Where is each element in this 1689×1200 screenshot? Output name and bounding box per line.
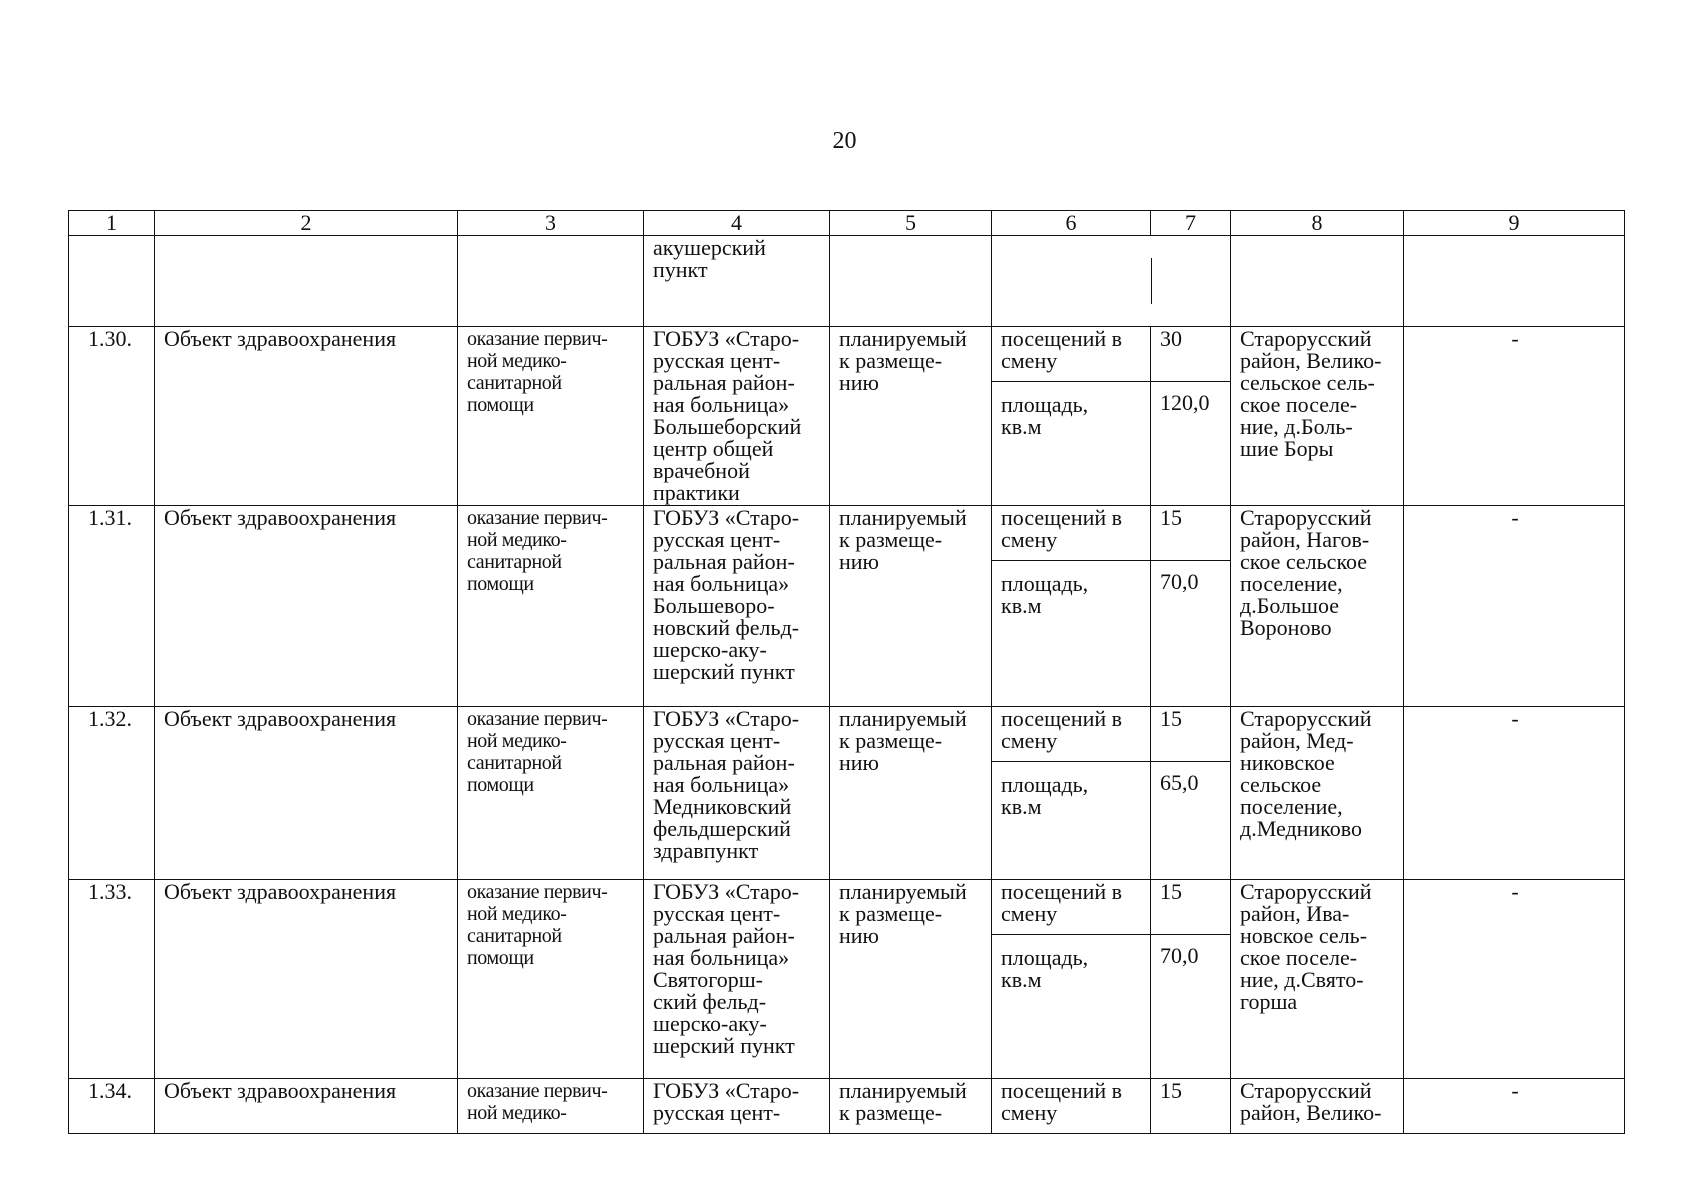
location-cell: Старорусский район, Велико- [1231,1079,1404,1134]
empty-cell [155,236,458,327]
purpose-cell: оказание первич- ной медико- санитарной помощи [458,707,644,880]
continuation-row [69,236,1625,327]
location-cell: Старорусский район, Нагов- ское сельское поселение, д.Большое Вороново [1231,506,1404,707]
parameter-value-cell: 70,0 [1151,561,1231,707]
purpose-cell: оказание первич- ной медико- санитарной помощи [458,506,644,707]
status-cell: планируемый к размеще- нию [830,880,992,1079]
status-cell: планируемый к размеще- [830,1079,992,1134]
location-cell: Старорусский район, Ива- новское сель- ское поселе- ние, д.Свято- горша [1231,880,1404,1079]
parameter-label-cell: посещений в смену [992,707,1151,762]
empty-cell [69,236,155,327]
status-cell: планируемый к размеще- нию [830,327,992,506]
parameter-label-cell: площадь, кв.м [992,561,1151,707]
table-row [69,327,1625,382]
facility-name-cell: ГОБУЗ «Старо- русская цент- ральная район- ная больница» Большеворо- новский фельд- шерско-аку- шерский пункт [644,506,830,707]
parameter-label-cell: посещений в смену [992,506,1151,561]
column-header: 2 [155,211,458,236]
column-number-header-row [69,211,1625,236]
facility-name-cell: ГОБУЗ «Старо- русская цент- ральная район- ная больница» Святогорш- ский фельд- шерско-аку- шерский пункт [644,880,830,1079]
column-header: 1 [69,211,155,236]
column-header: 6 [992,211,1151,236]
parameter-value-cell: 120,0 [1151,382,1231,506]
object-type-cell: Объект здравоохранения [155,707,458,880]
empty-cell [830,236,992,327]
column-header: 7 [1151,211,1231,236]
row-number: 1.33. [69,880,155,1079]
parameter-value-cell: 70,0 [1151,935,1231,1079]
row-number: 1.32. [69,707,155,880]
table-row [69,880,1625,935]
object-type-cell: Объект здравоохранения [155,880,458,1079]
table-row [69,506,1625,561]
table-row [69,707,1625,762]
status-cell: планируемый к размеще- нию [830,506,992,707]
parameter-label-cell: посещений в смену [992,1079,1151,1134]
row-number: 1.31. [69,506,155,707]
column-header: 8 [1231,211,1404,236]
parameter-value-cell: 15 [1151,506,1231,561]
location-cell: Старорусский район, Велико- сельское сель- ское поселе- ние, д.Боль- шие Боры [1231,327,1404,506]
zone-cell: - [1404,1079,1625,1134]
page-number: 20 [832,128,857,154]
parameter-value-cell: 15 [1151,880,1231,935]
column-header: 3 [458,211,644,236]
parameter-value-cell: 65,0 [1151,762,1231,880]
empty-cell [458,236,644,327]
parameter-value-cell: 15 [1151,1079,1231,1134]
column-header: 9 [1404,211,1625,236]
zone-cell: - [1404,327,1625,506]
row-number: 1.30. [69,327,155,506]
parameter-label-cell: площадь, кв.м [992,382,1151,506]
object-type-cell: Объект здравоохранения [155,1079,458,1134]
zone-cell: - [1404,880,1625,1079]
purpose-cell: оказание первич- ной медико- [458,1079,644,1134]
status-cell: планируемый к размеще- нию [830,707,992,880]
empty-cell [992,236,1231,327]
parameter-label-cell: площадь, кв.м [992,935,1151,1079]
object-type-cell: Объект здравоохранения [155,327,458,506]
purpose-cell: оказание первич- ной медико- санитарной помощи [458,880,644,1079]
column-header: 5 [830,211,992,236]
planning-table [68,210,1625,1134]
parameter-label-cell: площадь, кв.м [992,762,1151,880]
parameter-value-cell: 30 [1151,327,1231,382]
empty-cell [1404,236,1625,327]
location-cell: Старорусский район, Мед- никовское сельское поселение, д.Медниково [1231,707,1404,880]
facility-name-cell: ГОБУЗ «Старо- русская цент- ральная район- ная больница» Медниковский фельдшерский здравпункт [644,707,830,880]
row-number: 1.34. [69,1079,155,1134]
empty-cell [1231,236,1404,327]
facility-name-cell: ГОБУЗ «Старо- русская цент- [644,1079,830,1134]
purpose-cell: оказание первич- ной медико- санитарной помощи [458,327,644,506]
parameter-value-cell: 15 [1151,707,1231,762]
zone-cell: - [1404,506,1625,707]
object-type-cell: Объект здравоохранения [155,506,458,707]
facility-name-cell: акушерский пункт [644,236,830,327]
zone-cell: - [1404,707,1625,880]
parameter-label-cell: посещений в смену [992,327,1151,382]
column-header: 4 [644,211,830,236]
table-row [69,1079,1625,1134]
facility-name-cell: ГОБУЗ «Старо- русская цент- ральная район- ная больница» Большеборский центр общей врачебной практики [644,327,830,506]
parameter-label-cell: посещений в смену [992,880,1151,935]
